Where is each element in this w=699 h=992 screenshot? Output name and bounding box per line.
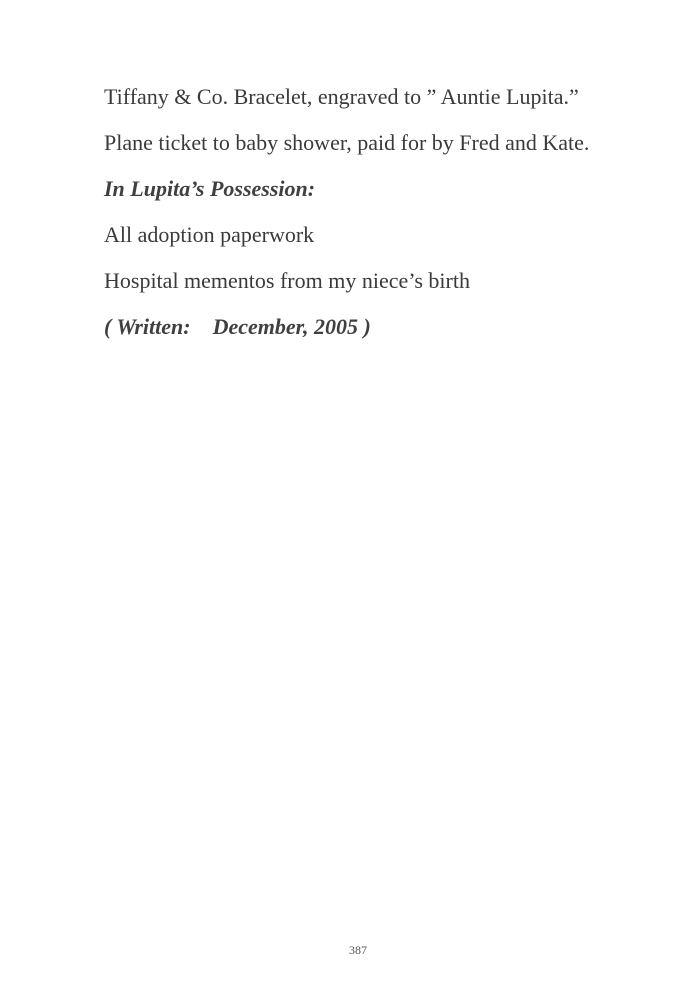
page-body — [104, 82, 596, 341]
section-heading: In Lupita’s Possession: — [104, 176, 316, 201]
paragraph-plane-ticket: Plane ticket to baby shower, paid for by Fred and Kate. — [104, 130, 590, 155]
paragraph-bracelet: Tiffany & Co. Bracelet, engraved to ” Auntie Lupita.” — [104, 84, 579, 109]
page-number: 387 — [349, 943, 367, 957]
written-date-note: ( Written: December, 2005 ) — [104, 314, 371, 339]
list-item-adoption-paperwork: All adoption paperwork — [104, 222, 315, 247]
list-item-hospital-mementos: Hospital mementos from my niece’s birth — [104, 268, 470, 293]
